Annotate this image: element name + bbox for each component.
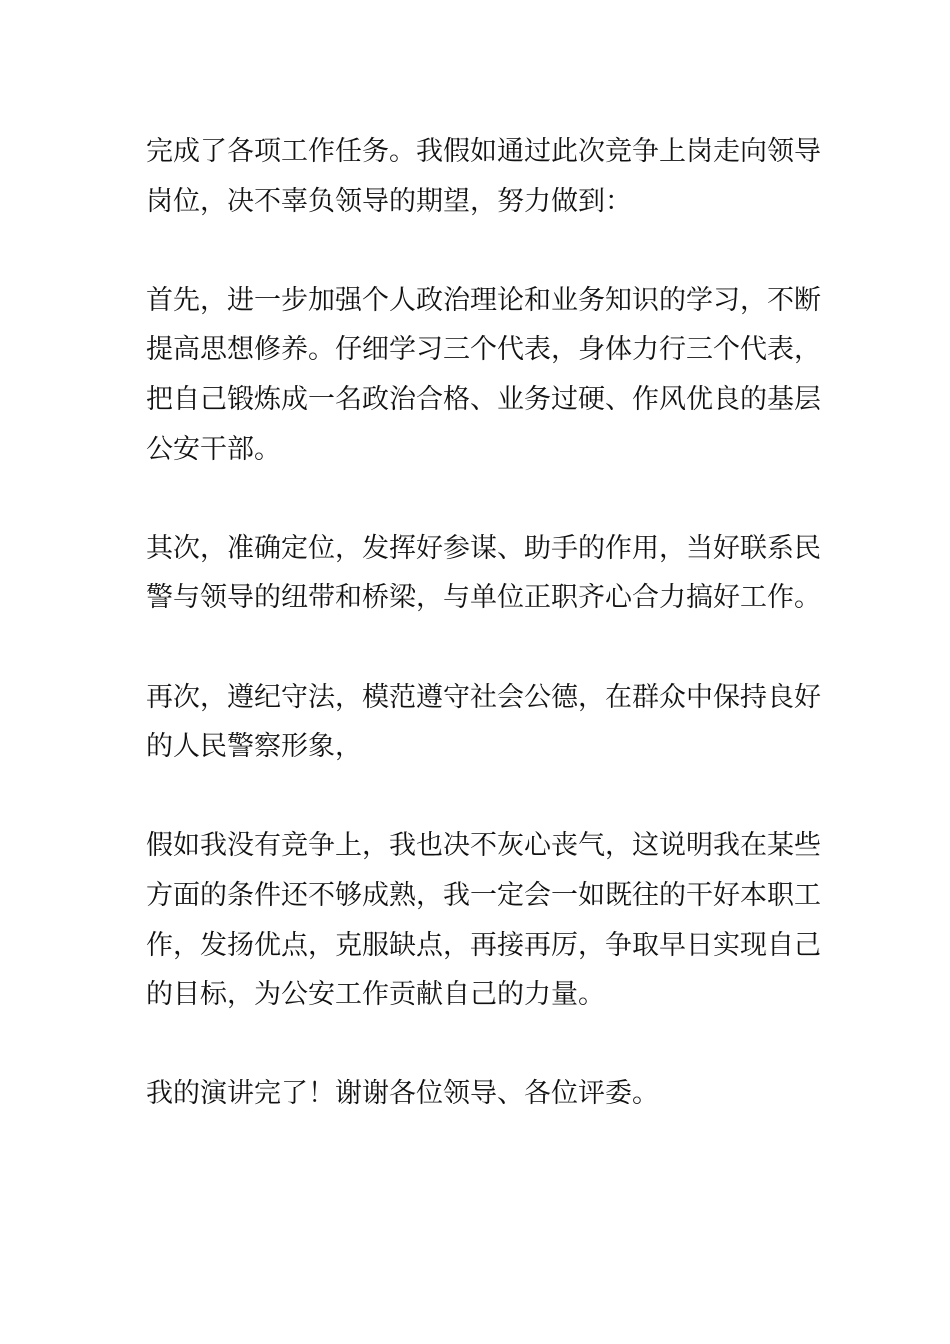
paragraph-line: 公安干部。 xyxy=(146,433,281,465)
paragraph-2 xyxy=(146,276,821,474)
paragraph-line: 把自己锻炼成一名政治合格、业务过硬、作风优良的基层 xyxy=(146,383,821,415)
paragraph-line: 岗位，决不辜负领导的期望，努力做到： xyxy=(146,185,632,217)
paragraph-1 xyxy=(146,127,821,226)
paragraph-5 xyxy=(146,821,821,1019)
paragraph-line: 的人民警察形象， xyxy=(146,731,362,763)
paragraph-line: 再次，遵纪守法，模范遵守社会公德，在群众中保持良好 xyxy=(146,681,821,713)
paragraph-line: 其次，准确定位，发挥好参谋、助手的作用，当好联系民 xyxy=(146,532,821,564)
paragraph-6 xyxy=(146,1069,811,1119)
paragraph-line: 完成了各项工作任务。我假如通过此次竞争上岗走向领导 xyxy=(146,136,821,167)
paragraph-line: 警与领导的纽带和桥梁，与单位正职齐心合力搞好工作。 xyxy=(146,582,821,614)
paragraph-line: 首先，进一步加强个人政治理论和业务知识的学习，不断 xyxy=(146,284,821,316)
paragraph-line: 方面的条件还不够成熟，我一定会一如既往的干好本职工 xyxy=(146,879,821,911)
document-body xyxy=(146,127,821,1168)
paragraph-line: 我的演讲完了！谢谢各位领导、各位评委。 xyxy=(146,1078,659,1110)
paragraph-line: 的目标，为公安工作贡献自己的力量。 xyxy=(146,979,605,1011)
paragraph-line: 提高思想修养。仔细学习三个代表，身体力行三个代表， xyxy=(146,334,821,366)
paragraph-3 xyxy=(146,524,821,623)
paragraph-line: 假如我没有竞争上，我也决不灰心丧气，这说明我在某些 xyxy=(146,830,821,862)
paragraph-line: 作，发扬优点，克服缺点，再接再厉，争取早日实现自己 xyxy=(146,929,821,961)
paragraph-4 xyxy=(146,673,821,772)
